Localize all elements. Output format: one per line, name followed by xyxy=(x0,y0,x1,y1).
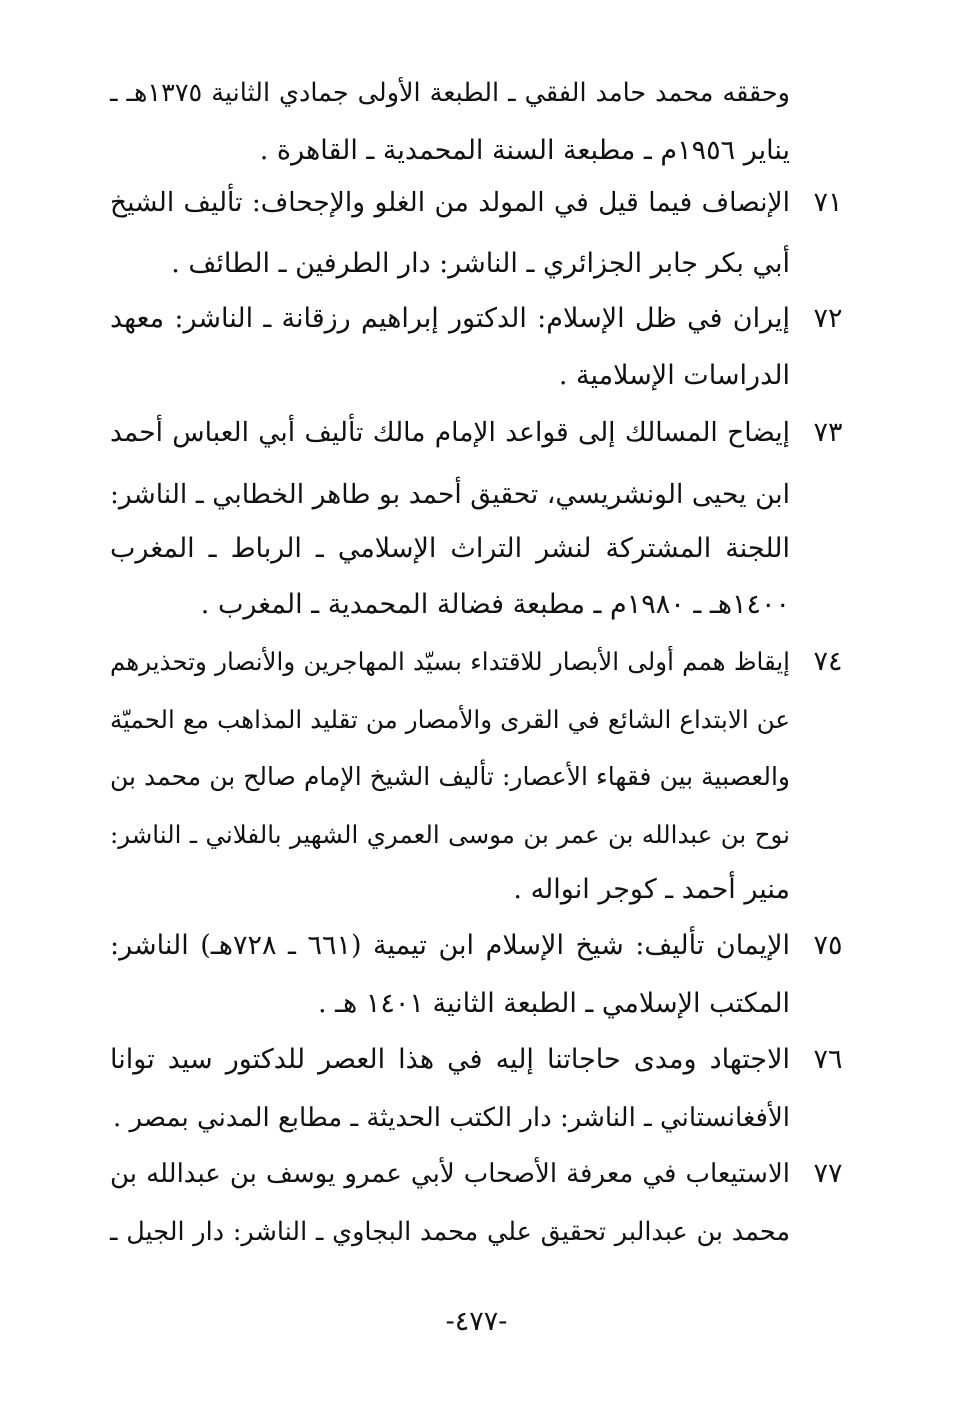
entry-line: محمد بن عبدالبر تحقيق علي محمد البجاوي ـ الناشر: دار الجيل ـ xyxy=(110,1217,790,1247)
entry-line: الدراسات الإسلامية . xyxy=(558,360,790,391)
entry-line: المكتب الإسلامي ـ الطبعة الثانية ١٤٠١ هـ . xyxy=(317,988,790,1019)
page-number: -٤٧٧- xyxy=(445,1306,508,1337)
entry-line: الإيمان تأليف: شيخ الإسلام ابن تيمية (٦٦١ ـ ٧٢٨هـ) الناشر: xyxy=(110,930,791,961)
continuation-line: وحققه محمد حامد الفقي ـ الطبعة الأولى جمادي الثانية ١٣٧٥هـ ـ xyxy=(110,78,790,108)
entry-line: الأفغانستاني ـ الناشر: دار الكتب الحديثة ـ مطابع المدني بمصر . xyxy=(113,1103,790,1133)
entry-line: إيران في ظل الإسلام: الدكتور إبراهيم رزقانة ـ الناشر: معهد xyxy=(110,303,790,334)
entry-number: ٧٢ xyxy=(813,303,843,334)
entry-number: ٧٤ xyxy=(813,646,843,677)
entry-line: والعصبية بين فقهاء الأعصار: تأليف الشيخ الإمام صالح بن محمد بن xyxy=(110,762,790,791)
entry-number: ٧٧ xyxy=(813,1158,843,1189)
entry-line: أبي بكر جابر الجزائري ـ الناشر: دار الطرفين ـ الطائف . xyxy=(171,248,790,279)
entry-line: نوح بن عبدالله بن عمر بن موسى العمري الشهير بالفلاني ـ الناشر: xyxy=(110,820,790,849)
entry-line: ١٤٠٠هـ ـ ١٩٨٠م ـ مطبعة فضالة المحمدية ـ المغرب . xyxy=(200,589,790,620)
entry-line: منير أحمد ـ كوجر انواله . xyxy=(513,874,790,905)
entry-number: ٧٥ xyxy=(813,930,843,961)
entry-line: الإنصاف فيما قيل في المولد من الغلو والإجحاف: تأليف الشيخ xyxy=(110,187,790,218)
entry-line: عن الابتداع الشائع في القرى والأمصار من تقليد المذاهب مع الحميّة xyxy=(110,705,790,734)
entry-number: ٧٦ xyxy=(813,1044,843,1075)
continuation-line: يناير ١٩٥٦م ـ مطبعة السنة المحمدية ـ القاهرة . xyxy=(259,135,790,166)
entry-line: ابن يحيى الونشريسي، تحقيق أحمد بو طاهر الخطابي ـ الناشر: xyxy=(110,479,790,510)
entry-line: إيضاح المسالك إلى قواعد الإمام مالك تأليف أبي العباس أحمد xyxy=(110,417,790,448)
entry-line: اللجنة المشتركة لنشر التراث الإسلامي ـ الرباط ـ المغرب xyxy=(110,533,790,564)
entry-line: الاجتهاد ومدى حاجاتنا إليه في هذا العصر للدكتور سيد توانا xyxy=(110,1044,790,1075)
entry-line: إيقاظ همم أولى الأبصار للاقتداء بسيّد المهاجرين والأنصار وتحذيرهم xyxy=(110,647,790,676)
entry-number: ٧١ xyxy=(813,187,843,218)
entry-line: الاستيعاب في معرفة الأصحاب لأبي عمرو يوسف بن عبدالله بن xyxy=(110,1159,790,1189)
entry-number: ٧٣ xyxy=(813,417,843,448)
